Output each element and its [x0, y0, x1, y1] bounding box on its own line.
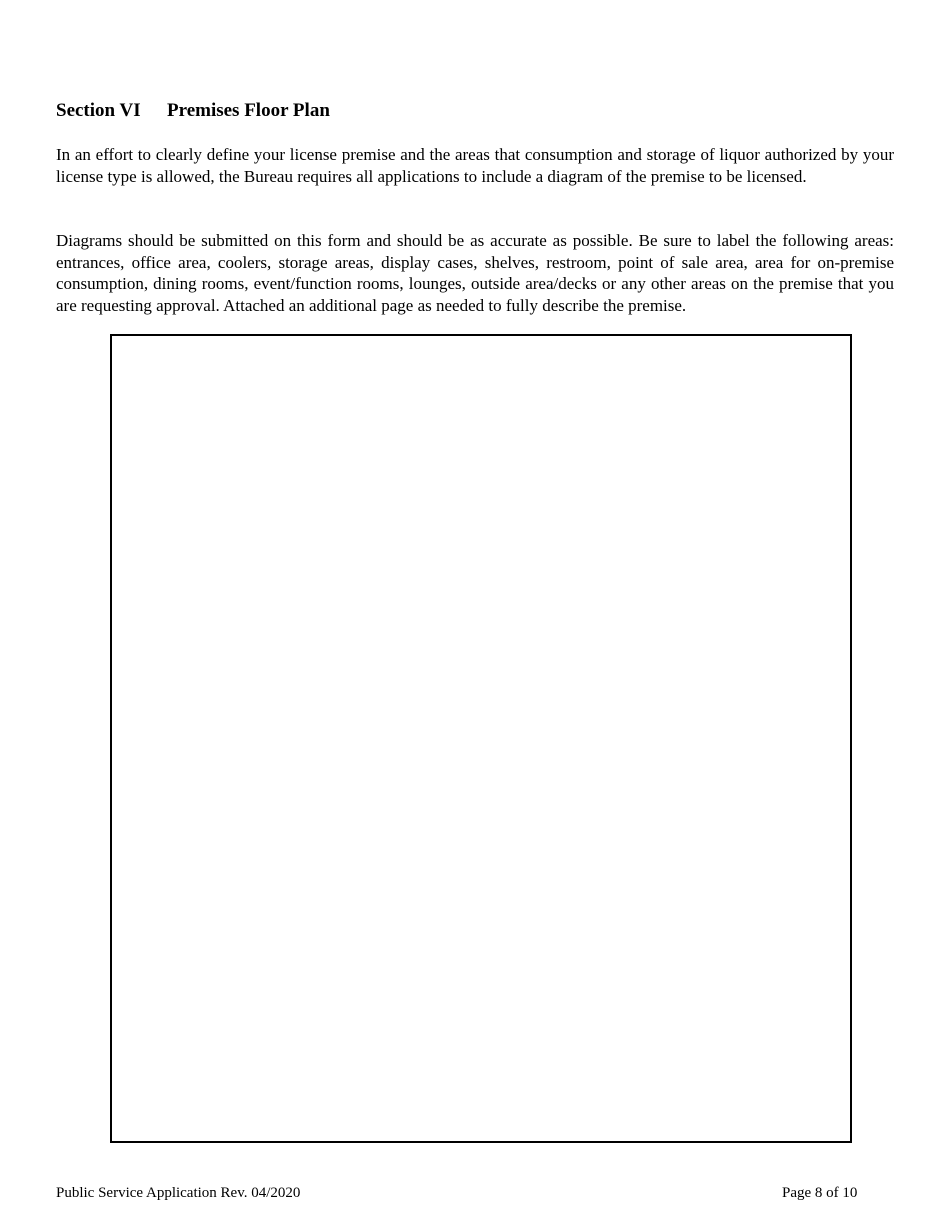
instructions-paragraph: Diagrams should be submitted on this form and should be as accurate as possible. Be sure to label the following areas: entrances, office area, coolers, storage areas, display cases, shelves, restroom, point of sale area, area for on-premise consumption, dining rooms, event/function rooms, lounges, outside area/decks or any other areas on the premise that you are requesting approval. Attached an additional page as needed to fully describe the premise.: [56, 231, 894, 315]
section-heading: [56, 99, 330, 123]
floor-plan-drawing-area[interactable]: [110, 334, 852, 1143]
section-number: Section VI: [56, 100, 141, 121]
footer-page-number: Page 8 of 10: [782, 1185, 858, 1201]
section-title: Premises Floor Plan: [167, 100, 330, 121]
intro-paragraph: In an effort to clearly define your license premise and the areas that consumption and storage of liquor authorized by your license type is allowed, the Bureau requires all applications to include a diagram of the premise to be licensed.: [56, 145, 894, 186]
footer-form-name: Public Service Application Rev. 04/2020: [56, 1185, 301, 1201]
